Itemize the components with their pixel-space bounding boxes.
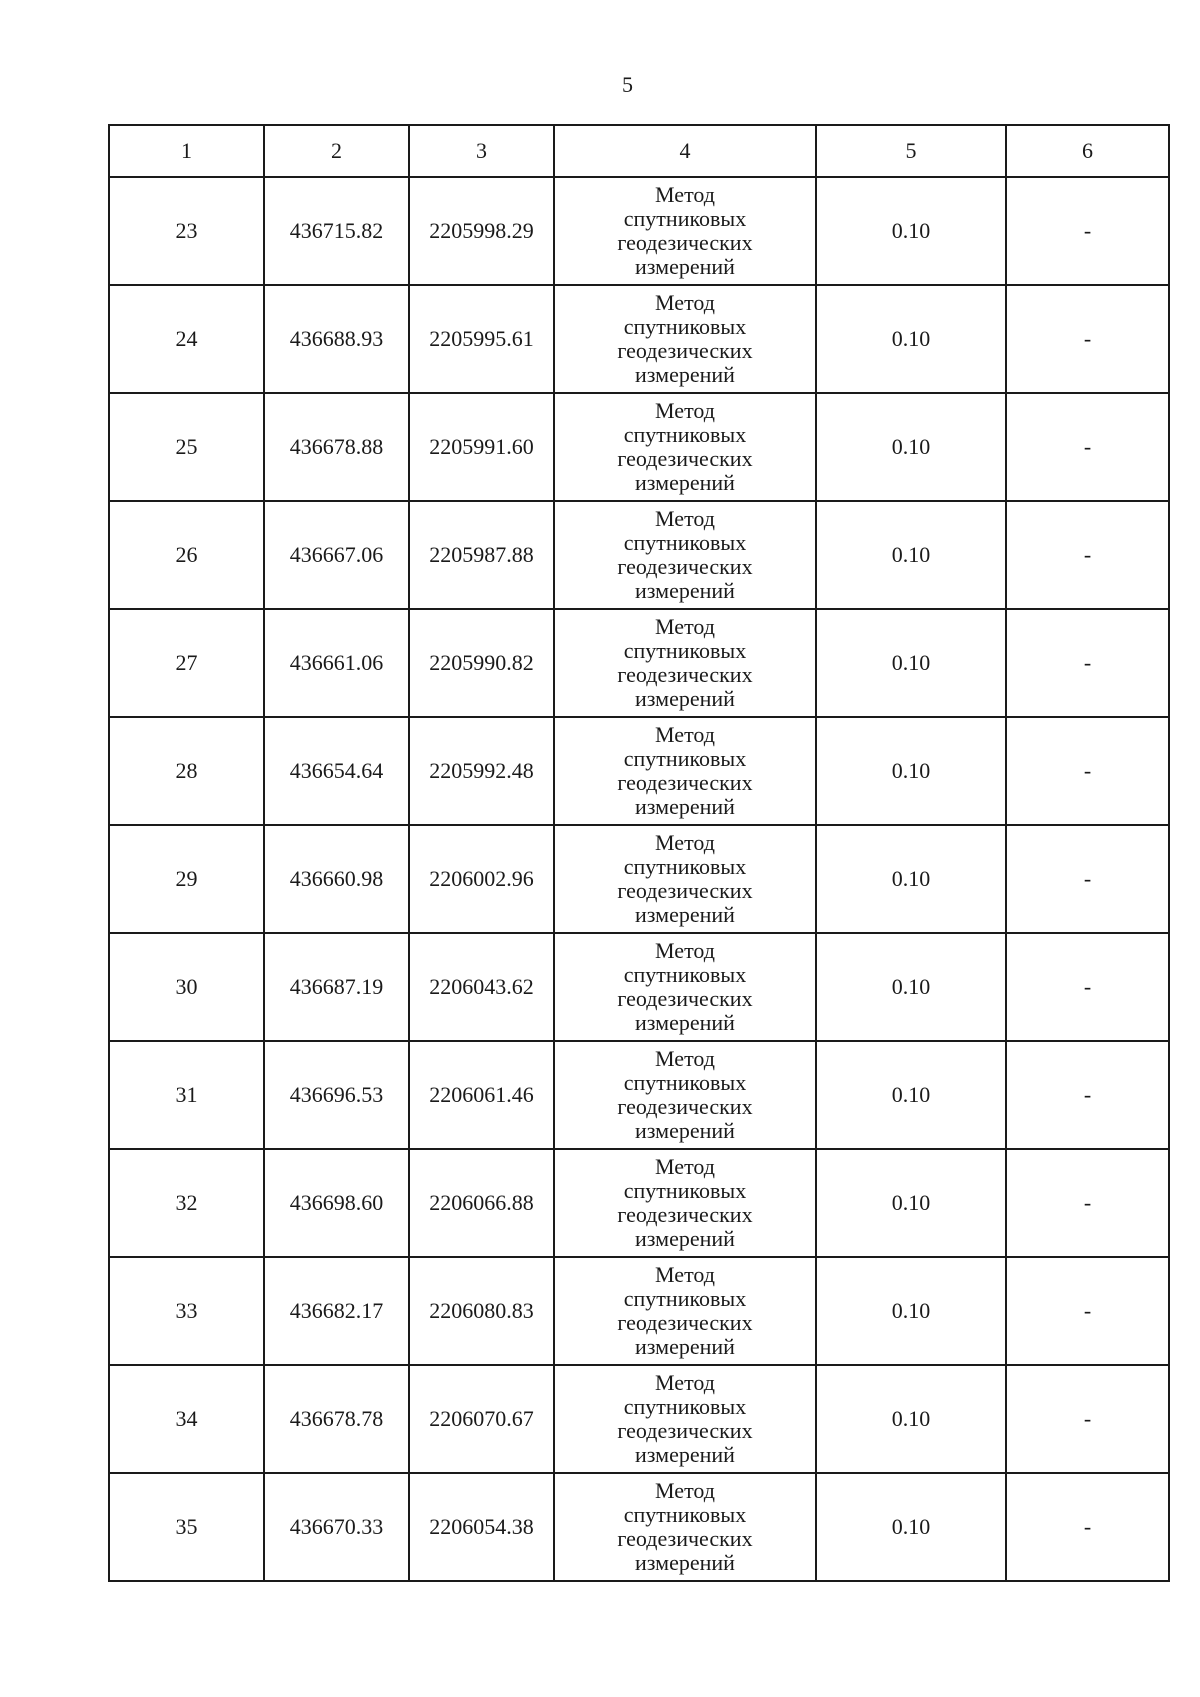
point-number-cell: 23 [109, 177, 264, 285]
method-text-line: геодезических [617, 770, 753, 795]
method-text-line: измерений [635, 794, 735, 819]
method-text-line: спутниковых [623, 1394, 747, 1419]
method-text-line: измерений [635, 578, 735, 603]
method-cell [554, 1473, 816, 1581]
table-row [109, 1473, 1169, 1581]
method-text-line: геодезических [617, 1526, 753, 1551]
point-number-cell: 26 [109, 501, 264, 609]
table-row [109, 717, 1169, 825]
accuracy-cell: 0.10 [816, 1149, 1006, 1257]
note-cell: - [1006, 717, 1169, 825]
table-row [109, 285, 1169, 393]
accuracy-cell: 0.10 [816, 393, 1006, 501]
method-text-line: Метод [655, 830, 715, 855]
method-text-line: Метод [655, 506, 715, 531]
method-text-line: геодезических [617, 554, 753, 579]
accuracy-cell: 0.10 [816, 501, 1006, 609]
accuracy-cell: 0.10 [816, 825, 1006, 933]
x-coordinate-cell: 436667.06 [264, 501, 409, 609]
method-text-line: геодезических [617, 1310, 753, 1335]
method-cell [554, 285, 816, 393]
y-coordinate-cell: 2206043.62 [409, 933, 554, 1041]
accuracy-cell: 0.10 [816, 1257, 1006, 1365]
method-text-line: спутниковых [623, 1178, 747, 1203]
point-number-cell: 32 [109, 1149, 264, 1257]
method-text-line: спутниковых [623, 530, 747, 555]
y-coordinate-cell: 2205990.82 [409, 609, 554, 717]
point-number-cell: 28 [109, 717, 264, 825]
column-header: 3 [409, 125, 554, 177]
table-row [109, 1257, 1169, 1365]
y-coordinate-cell: 2206054.38 [409, 1473, 554, 1581]
method-cell [554, 1149, 816, 1257]
method-cell [554, 1365, 816, 1473]
method-text-line: геодезических [617, 662, 753, 687]
accuracy-cell: 0.10 [816, 933, 1006, 1041]
method-text-line: измерений [635, 902, 735, 927]
note-cell: - [1006, 177, 1169, 285]
note-cell: - [1006, 1365, 1169, 1473]
column-header: 5 [816, 125, 1006, 177]
method-text-line: измерений [635, 686, 735, 711]
note-cell: - [1006, 1257, 1169, 1365]
point-number-cell: 34 [109, 1365, 264, 1473]
method-cell [554, 717, 816, 825]
x-coordinate-cell: 436688.93 [264, 285, 409, 393]
accuracy-cell: 0.10 [816, 1041, 1006, 1149]
column-header: 1 [109, 125, 264, 177]
table-header [109, 125, 1169, 177]
method-text-line: Метод [655, 722, 715, 747]
method-text-line: измерений [635, 1226, 735, 1251]
y-coordinate-cell: 2205992.48 [409, 717, 554, 825]
x-coordinate-cell: 436698.60 [264, 1149, 409, 1257]
method-text-line: геодезических [617, 986, 753, 1011]
note-cell: - [1006, 609, 1169, 717]
y-coordinate-cell: 2206080.83 [409, 1257, 554, 1365]
note-cell: - [1006, 1149, 1169, 1257]
method-cell [554, 609, 816, 717]
note-cell: - [1006, 1473, 1169, 1581]
method-cell [554, 1041, 816, 1149]
method-text-line: спутниковых [623, 422, 747, 447]
accuracy-cell: 0.10 [816, 609, 1006, 717]
table-body [109, 177, 1169, 1581]
y-coordinate-cell: 2205998.29 [409, 177, 554, 285]
accuracy-cell: 0.10 [816, 177, 1006, 285]
method-text-line: спутниковых [623, 962, 747, 987]
table-row [109, 825, 1169, 933]
method-text-line: спутниковых [623, 1502, 747, 1527]
method-text-line: спутниковых [623, 746, 747, 771]
method-text-line: геодезических [617, 1418, 753, 1443]
method-text-line: спутниковых [623, 314, 747, 339]
method-cell [554, 177, 816, 285]
y-coordinate-cell: 2206066.88 [409, 1149, 554, 1257]
column-header: 2 [264, 125, 409, 177]
method-text-line: Метод [655, 398, 715, 423]
header-row [109, 125, 1169, 177]
y-coordinate-cell: 2206002.96 [409, 825, 554, 933]
x-coordinate-cell: 436678.78 [264, 1365, 409, 1473]
method-text-line: измерений [635, 1010, 735, 1035]
x-coordinate-cell: 436696.53 [264, 1041, 409, 1149]
point-number-cell: 35 [109, 1473, 264, 1581]
x-coordinate-cell: 436660.98 [264, 825, 409, 933]
method-text-line: геодезических [617, 1094, 753, 1119]
table-row [109, 1149, 1169, 1257]
x-coordinate-cell: 436715.82 [264, 177, 409, 285]
accuracy-cell: 0.10 [816, 1365, 1006, 1473]
method-text-line: измерений [635, 470, 735, 495]
point-number-cell: 33 [109, 1257, 264, 1365]
coordinates-table [108, 124, 1170, 1582]
method-text-line: спутниковых [623, 1070, 747, 1095]
x-coordinate-cell: 436661.06 [264, 609, 409, 717]
note-cell: - [1006, 285, 1169, 393]
x-coordinate-cell: 436687.19 [264, 933, 409, 1041]
method-text-line: спутниковых [623, 1286, 747, 1311]
point-number-cell: 30 [109, 933, 264, 1041]
note-cell: - [1006, 501, 1169, 609]
point-number-cell: 24 [109, 285, 264, 393]
method-text-line: измерений [635, 362, 735, 387]
note-cell: - [1006, 825, 1169, 933]
accuracy-cell: 0.10 [816, 285, 1006, 393]
method-text-line: геодезических [617, 446, 753, 471]
method-text-line: Метод [655, 182, 715, 207]
column-header: 4 [554, 125, 816, 177]
y-coordinate-cell: 2205995.61 [409, 285, 554, 393]
point-number-cell: 25 [109, 393, 264, 501]
table-row [109, 1041, 1169, 1149]
y-coordinate-cell: 2205987.88 [409, 501, 554, 609]
table-row [109, 933, 1169, 1041]
method-text-line: геодезических [617, 1202, 753, 1227]
point-number-cell: 31 [109, 1041, 264, 1149]
table-row [109, 609, 1169, 717]
x-coordinate-cell: 436654.64 [264, 717, 409, 825]
method-text-line: Метод [655, 290, 715, 315]
x-coordinate-cell: 436682.17 [264, 1257, 409, 1365]
table-row [109, 1365, 1169, 1473]
method-text-line: Метод [655, 1478, 715, 1503]
method-text-line: измерений [635, 1550, 735, 1575]
method-text-line: измерений [635, 1334, 735, 1359]
method-text-line: спутниковых [623, 854, 747, 879]
method-text-line: измерений [635, 1442, 735, 1467]
accuracy-cell: 0.10 [816, 1473, 1006, 1581]
y-coordinate-cell: 2205991.60 [409, 393, 554, 501]
page-number: 5 [622, 72, 633, 97]
point-number-cell: 27 [109, 609, 264, 717]
table-row [109, 501, 1169, 609]
method-cell [554, 501, 816, 609]
point-number-cell: 29 [109, 825, 264, 933]
x-coordinate-cell: 436678.88 [264, 393, 409, 501]
note-cell: - [1006, 1041, 1169, 1149]
x-coordinate-cell: 436670.33 [264, 1473, 409, 1581]
method-text-line: измерений [635, 254, 735, 279]
method-text-line: геодезических [617, 230, 753, 255]
method-text-line: Метод [655, 1262, 715, 1287]
method-text-line: измерений [635, 1118, 735, 1143]
method-text-line: геодезических [617, 878, 753, 903]
method-cell [554, 1257, 816, 1365]
note-cell: - [1006, 933, 1169, 1041]
method-text-line: геодезических [617, 338, 753, 363]
method-text-line: спутниковых [623, 206, 747, 231]
method-text-line: спутниковых [623, 638, 747, 663]
method-cell [554, 393, 816, 501]
method-text-line: Метод [655, 614, 715, 639]
y-coordinate-cell: 2206061.46 [409, 1041, 554, 1149]
method-text-line: Метод [655, 1046, 715, 1071]
table-row [109, 177, 1169, 285]
method-text-line: Метод [655, 938, 715, 963]
method-cell [554, 933, 816, 1041]
column-header: 6 [1006, 125, 1169, 177]
note-cell: - [1006, 393, 1169, 501]
method-cell [554, 825, 816, 933]
accuracy-cell: 0.10 [816, 717, 1006, 825]
y-coordinate-cell: 2206070.67 [409, 1365, 554, 1473]
table-row [109, 393, 1169, 501]
method-text-line: Метод [655, 1370, 715, 1395]
method-text-line: Метод [655, 1154, 715, 1179]
